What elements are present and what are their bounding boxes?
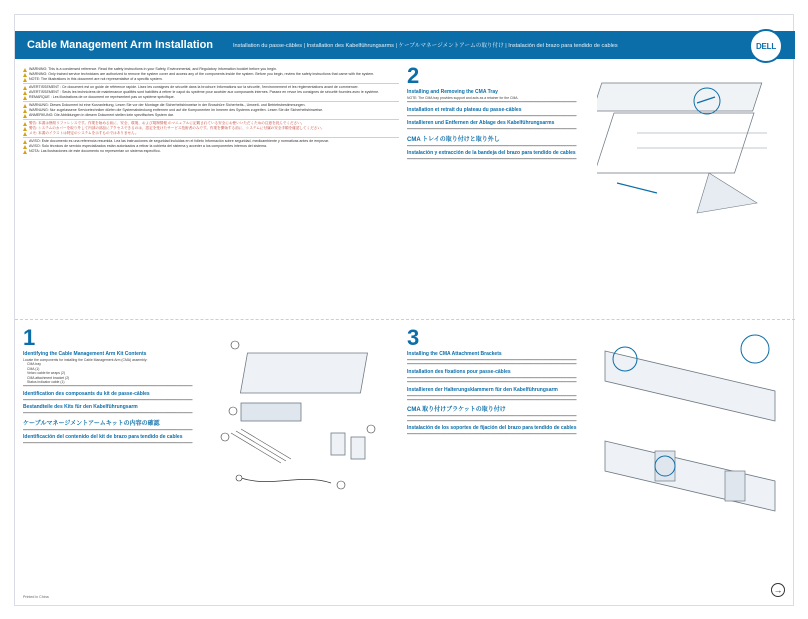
document-sheet <box>14 14 794 606</box>
warning-icon <box>23 78 27 82</box>
warning-icon <box>23 96 27 100</box>
step-2-heading-de: Installieren und Entfernen der Ablage des Kabelführungsarms <box>407 120 555 127</box>
notice-text: REMARQUE : Les illustrations de ce document ne représentent pas un système spécifique. <box>29 95 175 99</box>
step-2-heading-es: Instalación y extracción de la bandeja del brazo para tendido de cables <box>407 150 576 157</box>
notice-text: AVERTISSEMENT : Seuls les techniciens de maintenance qualifiés sont habilités à retirer le capot du système pour accéder aux composants internes. Passez en revue les consignes de sécurité fournies avec le système. <box>29 90 380 94</box>
notice-text: AVERTISSEMENT : Ce document est un guide de référence rapide. Lisez les consignes de sécurité dans la brochure Informations sur la sécurité, l'environnement et les réglementations avant de commencer. <box>29 85 359 89</box>
warning-icon <box>23 132 27 136</box>
notice-text: WARNING: This is a condensed reference. Read the safety instructions in your Safety, Environmental, and Regulatory Information booklet before you begin. <box>29 67 278 71</box>
kit-contents-illustration <box>211 333 399 503</box>
kit-item: Status indicator cable (1) <box>27 380 65 385</box>
kit-item: CMA (1) <box>27 366 40 371</box>
notice-item <box>23 113 399 118</box>
step-1-heading: Identifying the Cable Management Arm Kit Contents <box>23 351 147 357</box>
dell-logo <box>749 29 783 63</box>
document-title: Cable Management Arm Installation <box>27 39 214 51</box>
notice-text: AVISO: Solo técnicos de servicio especializados están autorizados a retirar la cubierta del sistema y acceder a los componentes internos del sistema. <box>29 144 268 148</box>
notice-divider <box>23 83 399 84</box>
warning-icon <box>23 145 27 149</box>
step-2-heading: Installing and Removing the CMA Tray <box>407 89 498 95</box>
warning-icon <box>23 104 27 108</box>
notice-item <box>23 131 399 136</box>
header-banner <box>15 31 795 59</box>
notice-text: WARNUNG: Nur zugelassene Servicetechniker dürfen die Systemabdeckung entfernen und auf die Komponenten im Inneren des Systems zugreifen. Lesen Sie die Sicherheitshinweise. <box>29 108 324 112</box>
kit-item: Velcro cable tie wraps (2) <box>27 371 66 376</box>
next-page-arrow-icon[interactable]: → <box>771 583 785 597</box>
kit-item: CMA attachment bracket (2) <box>27 375 70 380</box>
step-3-heading-jp: CMA 取り付けブラケットの取り付け <box>407 407 506 414</box>
notice-item <box>23 149 399 154</box>
warning-icon <box>23 127 27 131</box>
safety-notices <box>23 67 399 313</box>
step-3-heading: Installing the CMA Attachment Brackets <box>407 351 502 357</box>
step-3-heading-fr: Installation des fixations pour passe-câbles <box>407 368 511 375</box>
warning-icon <box>23 150 27 154</box>
notice-text: ANMERKUNG: Die Abbildungen in diesem Dokument stellen kein spezifisches System dar. <box>29 113 174 117</box>
warning-icon <box>23 122 27 126</box>
notice-text: NOTE: The illustrations in this document are not representative of a specific system. <box>29 77 163 81</box>
warning-icon <box>23 86 27 90</box>
step-2-heading-fr: Installation et retrait du plateau du passe-câbles <box>407 106 522 113</box>
notice-divider <box>23 119 399 120</box>
notice-divider <box>23 101 399 102</box>
step-1-intro: Locate the components for installing the Cable Management Arm (CMA) assembly: <box>23 358 148 362</box>
attachment-bracket-illustration <box>595 331 787 531</box>
warning-icon <box>23 114 27 118</box>
logo-text: DELL <box>755 41 777 51</box>
step-3-heading-es: Instalación de los soportes de fijación del brazo para tendido de cables <box>407 425 577 432</box>
document-subtitle: Installation du passe-câbles | Installation des Kabelführungsarms | ケーブルマネージメントアームの取り付け | Instalación del brazo para tendido de cables <box>233 43 618 49</box>
kit-item: CMA tray <box>27 362 41 367</box>
step-1-heading-fr: Identification des composants du kit de passe-câbles <box>23 390 150 397</box>
step-3-heading-de: Installieren der Halterungsklammern für den Kabelführungsarm <box>407 386 558 393</box>
notice-text: NOTA: Las ilustraciones de este documento no representan un sistema específico. <box>29 149 161 153</box>
notice-divider <box>23 137 399 138</box>
step-2-note: NOTE: The CMA tray provides support and acts as a retainer for the CMA. <box>407 96 519 100</box>
notice-text: AVISO: Este documento es una referencia resumida. Lea las instrucciones de seguridad incluidas en el folleto Información sobre seguridad, medioambiente y normativas antes de empezar. <box>29 139 329 143</box>
step-2-heading-jp: CMA トレイの取り付けと取り外し <box>407 136 500 143</box>
notice-text: メモ: 本書のイラストは特定のシステムを示すものではありません。 <box>29 131 139 135</box>
step-1-number: 1 <box>23 327 36 350</box>
cma-tray-illustration <box>597 73 787 223</box>
step-2-section: 2 Installing and Removing the CMA Tray NOTE: The CMA tray provides support and acts as a retainer for the CMA. ━━━━━━━━━━━━━━━━━━━━━━━━━━━━━━━━━━━━━━━━━━━━━━━━━━━━━━━━━━━━━━━━━━━━━━━━━━━━━━━━━━━ Installation et retrait du plateau du passe-câbles ━━━━━━━━━━━━━━━━━━━━━━━━━━━━━━━━━━━━━━━━━━━━━━━━━━━━━━━━━━━━━━━━━━━━━━━━━━━━━━━━━━━ Installieren und Entfernen der Ablage des Kabelführungsarms ━━━━━━━━━━━━━━━━━━━━━━━━━━━━━━━━━━━━━━━━━━━━━━━━━━━━━━━━━━━━━━━━━━━━━━━━━━━━━━━━━━━ CMA トレイの取り付けと取り外し ━━━━━━━━━━━━━━━━━━━━━━━━━━━━━━━━━━━━━━━━━━━━━━━━━━━━━━━━━━━━━━━━━━━━━━━━━━━━━━━━━━━ Instalación y extracción de la bandeja del brazo para tendido de cables ━━━━━━━━━━━━━━━━━━━━━━━━━━━━━━━━━━━━━━━━━━━━━━━━━━━━━━━━━━━━━━━━━━━━━━━━━━━━━━━━━━━ <box>407 65 587 315</box>
notice-text: WARNUNG: Dieses Dokument ist eine Kurzanleitung. Lesen Sie vor der Montage die Sicherheitshinweise in der Broschüre Sicherheits-, Umwelt- und Betriebsbestimmungen. <box>29 103 306 107</box>
step-3-section: 3 Installing the CMA Attachment Brackets ━━━━━━━━━━━━━━━━━━━━━━━━━━━━━━━━━━━━━━━━━━━━━━━━━━━━━━━━━━━━━━━━━━━━━━━━━━━━━━━━━━━ ━━━━━━━━━━━━━━━━━━━━━━━━━━━━━━━━━━━━━━━━━━━━━━━━━━━━━━━━━━━━━━━━━━━━━━━━━━━━━━━━━━━ Installation des fixations pour passe-câbles ━━━━━━━━━━━━━━━━━━━━━━━━━━━━━━━━━━━━━━━━━━━━━━━━━━━━━━━━━━━━━━━━━━━━━━━━━━━━━━━━━━━ ━━━━━━━━━━━━━━━━━━━━━━━━━━━━━━━━━━━━━━━━━━━━━━━━━━━━━━━━━━━━━━━━━━━━━━━━━━━━━━━━━━━ Installieren der Halterungsklammern für den Kabelführungsarm ━━━━━━━━━━━━━━━━━━━━━━━━━━━━━━━━━━━━━━━━━━━━━━━━━━━━━━━━━━━━━━━━━━━━━━━━━━━━━━━━━━━ ━━━━━━━━━━━━━━━━━━━━━━━━━━━━━━━━━━━━━━━━━━━━━━━━━━━━━━━━━━━━━━━━━━━━━━━━━━━━━━━━━━━ CMA 取り付けブラケットの取り付け ━━━━━━━━━━━━━━━━━━━━━━━━━━━━━━━━━━━━━━━━━━━━━━━━━━━━━━━━━━━━━━━━━━━━━━━━━━━━━━━━━━━ ━━━━━━━━━━━━━━━━━━━━━━━━━━━━━━━━━━━━━━━━━━━━━━━━━━━━━━━━━━━━━━━━━━━━━━━━━━━━━━━━━━━ Instalación de los soportes de fijación del brazo para tendido de cables ━━━━━━━━━━━━━━━━━━━━━━━━━━━━━━━━━━━━━━━━━━━━━━━━━━━━━━━━━━━━━━━━━━━━━━━━━━━━━━━━━━━ <box>407 327 585 597</box>
notice-item <box>23 95 399 100</box>
notice-text: WARNING: Only trained service technicians are authorized to remove the system cover and access any of the components inside the system. Before you begin, review the safety instructions that came with the system. <box>29 72 375 76</box>
warning-icon <box>23 109 27 113</box>
warning-icon <box>23 68 27 72</box>
step-3-number: 3 <box>407 327 420 350</box>
fold-line <box>15 319 795 320</box>
step-1-heading-es: Identificación del contenido del kit de brazo para tendido de cables <box>23 434 183 441</box>
step-2-number: 2 <box>407 65 420 88</box>
step-1-section: 1 Identifying the Cable Management Arm Kit Contents Locate the components for installing the Cable Management Arm (CMA) assembly: CMA tray CMA (1) Velcro cable tie wraps (2) CMA attachment bracket (2) Status indicator cable (1) ━━━━━━━━━━━━━━━━━━━━━━━━━━━━━━━━━━━━━━━━━━━━━━━━━━━━━━━━━━━━━━━━━━━━━━━━━━━━━━━━━━━ Identification des composants du kit de passe-câbles ━━━━━━━━━━━━━━━━━━━━━━━━━━━━━━━━━━━━━━━━━━━━━━━━━━━━━━━━━━━━━━━━━━━━━━━━━━━━━━━━━━━ Bestandteile des Kits für den Kabelführungsarm ━━━━━━━━━━━━━━━━━━━━━━━━━━━━━━━━━━━━━━━━━━━━━━━━━━━━━━━━━━━━━━━━━━━━━━━━━━━━━━━━━━━ ケーブルマネージメントアームキットの内容の確認 ━━━━━━━━━━━━━━━━━━━━━━━━━━━━━━━━━━━━━━━━━━━━━━━━━━━━━━━━━━━━━━━━━━━━━━━━━━━━━━━━━━━ Identificación del contenido del kit de brazo para tendido de cables ━━━━━━━━━━━━━━━━━━━━━━━━━━━━━━━━━━━━━━━━━━━━━━━━━━━━━━━━━━━━━━━━━━━━━━━━━━━━━━━━━━━ <box>23 327 203 597</box>
step-1-heading-de: Bestandteile des Kits für den Kabelführungsarm <box>23 404 138 411</box>
footer-code: Printed in China <box>23 595 49 599</box>
step-1-heading-jp: ケーブルマネージメントアームキットの内容の確認 <box>23 420 160 427</box>
warning-icon <box>23 73 27 77</box>
notice-text: 警告: システムのカバーを取り外して内部の部品にアクセスできるのは、認定を受けたサービス技術者のみです。作業を開始する前に、システムに付属の安全手順を確認してください。 <box>29 126 325 130</box>
warning-icon <box>23 91 27 95</box>
warning-icon <box>23 140 27 144</box>
notice-text: 警告: 本書は簡易リファレンスです。作業を始める前に、安全、環境、および規制情報 のマニュアルに記載されている安全にお使いいただくための注意を読んでください。 <box>29 121 305 125</box>
notice-item <box>23 77 399 82</box>
